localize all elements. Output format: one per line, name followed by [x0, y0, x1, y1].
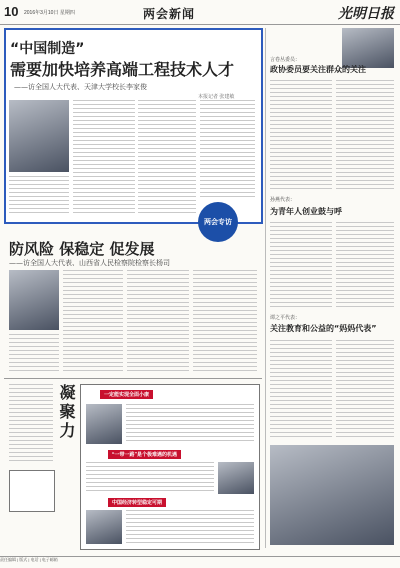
mid-text-col3 [193, 270, 257, 374]
mid-story-headline: 防风险 保稳定 促发展 [9, 240, 155, 258]
right-a2-text-col2 [336, 222, 394, 310]
box-text-1 [126, 404, 254, 444]
box-item-1: 一定能实现全面小康 [100, 390, 153, 399]
section-title: 两会新闻 [143, 7, 196, 21]
right-a2-label: 孙燕代表： [270, 197, 296, 203]
right-a3-text-col1 [270, 340, 332, 440]
page-header [0, 0, 400, 25]
footer-text: 责任编辑 | 版式 | 电话 | 电子邮箱 [0, 557, 58, 562]
qr-box [9, 470, 55, 512]
box-item-2: “一带一路”是个极难遇的机遇 [108, 450, 181, 459]
mid-text-col1 [63, 270, 123, 374]
mid-story-caption [9, 334, 59, 374]
portrait-photo [9, 100, 69, 172]
right-a2-headline: 为青年人创业鼓与呼 [270, 207, 342, 216]
top-story-byline: 本报记者 张建敏 [198, 94, 235, 100]
top-story-subhead: ——访全国人大代表、天津大学校长李家俊 [14, 83, 147, 91]
mid-text-col2 [127, 270, 189, 374]
box-item-3: 中国经济转型稳定可期 [108, 498, 166, 507]
right-a1-label: 言卷丛委员： [270, 57, 301, 63]
right-a1-headline: 政协委员要关注群众的关注 [270, 65, 366, 74]
logo-graphic [342, 28, 394, 68]
page-footer [0, 556, 400, 568]
article-text-col1 [73, 100, 135, 216]
right-a3-headline: 关注教育和公益的“妈妈代表” [270, 324, 377, 333]
box-photo-1 [86, 404, 122, 444]
top-story-headline: 需要加快培养高端工程技术人才 [10, 60, 235, 79]
photo-caption [9, 176, 69, 216]
section-divider [4, 378, 262, 379]
column-divider [265, 28, 266, 548]
bottom-vertical-title: 凝聚力 [57, 384, 76, 441]
masthead-logo: 光明日报 [338, 6, 394, 22]
top-story-kicker: “中国制造” [10, 41, 85, 57]
box-text-2 [86, 462, 214, 492]
article-text-col2 [138, 100, 196, 216]
mid-story-photo [9, 270, 59, 330]
interview-emblem: 两会专访 [198, 202, 238, 242]
right-photo [270, 445, 394, 545]
box-photo-3 [86, 510, 122, 544]
page-date: 2016年3月10日 星期四 [24, 10, 75, 16]
bottom-intro-text [9, 384, 53, 464]
right-a3-text-col2 [336, 340, 394, 440]
page-number: 10 [4, 4, 19, 19]
right-a1-text-col1 [270, 80, 332, 190]
right-a1-text-col2 [336, 80, 394, 190]
box-photo-2 [218, 462, 254, 494]
mid-story-subhead: ——访全国人大代表、山西省人民检察院检察长杨司 [9, 259, 170, 267]
article-text-col3 [200, 100, 255, 198]
right-a3-label: 谭之平代表： [270, 315, 301, 321]
box-text-3 [126, 510, 254, 544]
right-a2-text-col1 [270, 222, 332, 310]
